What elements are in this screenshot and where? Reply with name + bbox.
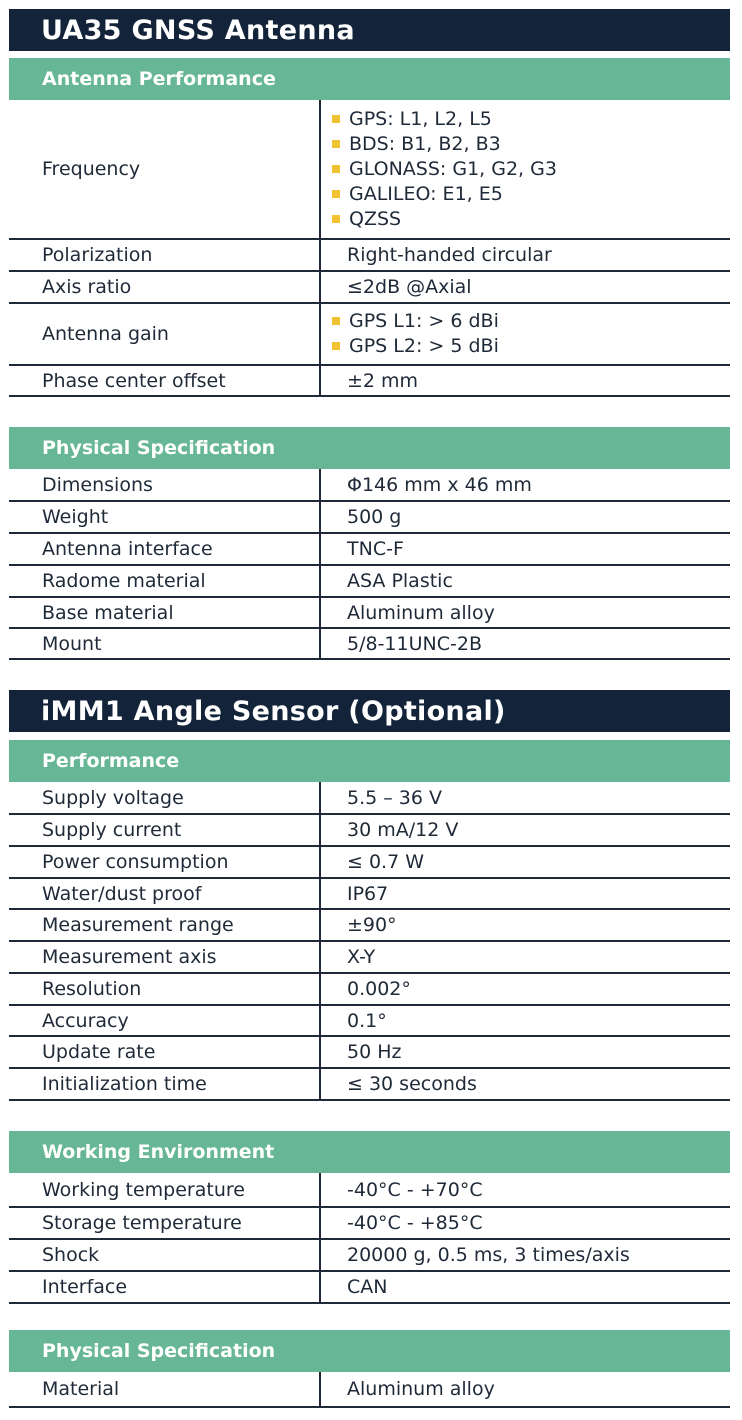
- table-row: [9, 565, 730, 597]
- working-environment-table: [9, 1173, 730, 1304]
- antenna-performance-table: [9, 100, 730, 397]
- row-value: ASA Plastic: [320, 565, 730, 597]
- bullet-icon: [332, 140, 340, 148]
- row-value: 500 g: [320, 501, 730, 533]
- row-label: Measurement axis: [9, 941, 320, 973]
- gain-item: GPS L2: > 5 dBi: [349, 335, 499, 357]
- table-row: [9, 100, 730, 239]
- row-value: 0.1°: [320, 1005, 730, 1036]
- row-label: Resolution: [9, 973, 320, 1005]
- phase-center-label: Phase center offset: [9, 365, 320, 396]
- bullet-icon: [332, 342, 340, 350]
- antenna-gain-label: Antenna gain: [9, 303, 320, 365]
- table-row: [9, 1239, 730, 1271]
- row-label: Power consumption: [9, 846, 320, 878]
- ua35-title: UA35 GNSS Antenna: [9, 9, 730, 51]
- row-label: Radome material: [9, 565, 320, 597]
- row-value: Aluminum alloy: [320, 597, 730, 628]
- table-row: [9, 846, 730, 878]
- row-value: -40°C - +70°C: [320, 1173, 730, 1207]
- polarization-label: Polarization: [9, 239, 320, 271]
- row-label: Supply voltage: [9, 782, 320, 814]
- row-value: X-Y: [320, 941, 730, 973]
- frequency-label: Frequency: [9, 100, 320, 239]
- table-row: [9, 814, 730, 846]
- table-row: [9, 1372, 730, 1407]
- frequency-value: [320, 100, 730, 239]
- imm1-title: iMM1 Angle Sensor (Optional): [9, 690, 730, 732]
- table-row: [9, 1036, 730, 1068]
- table-row: [9, 303, 730, 365]
- row-value: 50 Hz: [320, 1036, 730, 1068]
- table-row: [9, 628, 730, 659]
- bullet-icon: [332, 317, 340, 325]
- frequency-item: GALILEO: E1, E5: [349, 182, 503, 205]
- gain-list: [329, 309, 730, 359]
- ua35-physical-heading: Physical Specification: [9, 427, 730, 469]
- row-label: Mount: [9, 628, 320, 659]
- row-label: Initialization time: [9, 1068, 320, 1100]
- list-item: [329, 334, 730, 359]
- row-label: Working temperature: [9, 1173, 320, 1207]
- table-row: [9, 1005, 730, 1036]
- row-value: ≤ 30 seconds: [320, 1068, 730, 1100]
- imm1-performance-heading: Performance: [9, 740, 730, 782]
- row-label: Measurement range: [9, 909, 320, 941]
- gain-item: GPS L1: > 6 dBi: [349, 310, 499, 332]
- row-label: Water/dust proof: [9, 878, 320, 909]
- list-item: [329, 132, 730, 157]
- row-value: 5.5 – 36 V: [320, 782, 730, 814]
- working-environment-section: [9, 1131, 730, 1304]
- imm1-physical-heading: Physical Specification: [9, 1330, 730, 1372]
- frequency-item: BDS: B1, B2, B3: [349, 132, 501, 155]
- frequency-item: GLONASS: G1, G2, G3: [349, 157, 557, 180]
- phase-center-value: ±2 mm: [320, 365, 730, 396]
- table-row: [9, 239, 730, 271]
- row-label: Antenna interface: [9, 533, 320, 565]
- row-value: ±90°: [320, 909, 730, 941]
- bullet-icon: [332, 165, 340, 173]
- row-label: Dimensions: [9, 469, 320, 501]
- row-label: Update rate: [9, 1036, 320, 1068]
- table-row: [9, 973, 730, 1005]
- row-label: Material: [9, 1372, 320, 1407]
- imm1-performance-table: [9, 782, 730, 1101]
- row-value: ≤ 0.7 W: [320, 846, 730, 878]
- bullet-icon: [332, 190, 340, 198]
- row-label: Storage temperature: [9, 1207, 320, 1239]
- row-value: IP67: [320, 878, 730, 909]
- row-value: TNC-F: [320, 533, 730, 565]
- row-label: Supply current: [9, 814, 320, 846]
- antenna-performance-heading: Antenna Performance: [9, 58, 730, 100]
- table-row: [9, 1271, 730, 1303]
- frequency-item: QZSS: [349, 207, 402, 230]
- ua35-physical-section: [9, 427, 730, 660]
- working-environment-heading: Working Environment: [9, 1131, 730, 1173]
- imm1-physical-table: [9, 1372, 730, 1408]
- row-label: Base material: [9, 597, 320, 628]
- row-label: Shock: [9, 1239, 320, 1271]
- axis-ratio-value: ≤2dB @Axial: [320, 271, 730, 303]
- bullet-icon: [332, 115, 340, 123]
- table-row: [9, 501, 730, 533]
- axis-ratio-label: Axis ratio: [9, 271, 320, 303]
- row-value: 5/8-11UNC-2B: [320, 628, 730, 659]
- table-row: [9, 909, 730, 941]
- polarization-value: Right-handed circular: [320, 239, 730, 271]
- list-item: [329, 309, 730, 334]
- row-value: 20000 g, 0.5 ms, 3 times/axis: [320, 1239, 730, 1271]
- table-row: [9, 597, 730, 628]
- table-row: [9, 941, 730, 973]
- table-row: [9, 1173, 730, 1207]
- list-item: [329, 182, 730, 207]
- row-value: 30 mA/12 V: [320, 814, 730, 846]
- table-row: [9, 271, 730, 303]
- row-value: Aluminum alloy: [320, 1372, 730, 1407]
- row-label: Interface: [9, 1271, 320, 1303]
- row-value: -40°C - +85°C: [320, 1207, 730, 1239]
- table-row: [9, 533, 730, 565]
- list-item: [329, 207, 730, 232]
- list-item: [329, 157, 730, 182]
- bullet-icon: [332, 215, 340, 223]
- table-row: [9, 469, 730, 501]
- ua35-physical-table: [9, 469, 730, 660]
- row-value: Φ146 mm x 46 mm: [320, 469, 730, 501]
- imm1-physical-section: [9, 1330, 730, 1408]
- frequency-item: GPS: L1, L2, L5: [349, 107, 492, 130]
- row-value: 0.002°: [320, 973, 730, 1005]
- table-row: [9, 782, 730, 814]
- row-label: Weight: [9, 501, 320, 533]
- antenna-gain-value: [320, 303, 730, 365]
- antenna-performance-section: [9, 58, 730, 397]
- table-row: [9, 1068, 730, 1100]
- frequency-list: [329, 107, 730, 232]
- table-row: [9, 878, 730, 909]
- row-value: CAN: [320, 1271, 730, 1303]
- list-item: [329, 107, 730, 132]
- imm1-performance-section: [9, 740, 730, 1101]
- row-label: Accuracy: [9, 1005, 320, 1036]
- table-row: [9, 365, 730, 396]
- table-row: [9, 1207, 730, 1239]
